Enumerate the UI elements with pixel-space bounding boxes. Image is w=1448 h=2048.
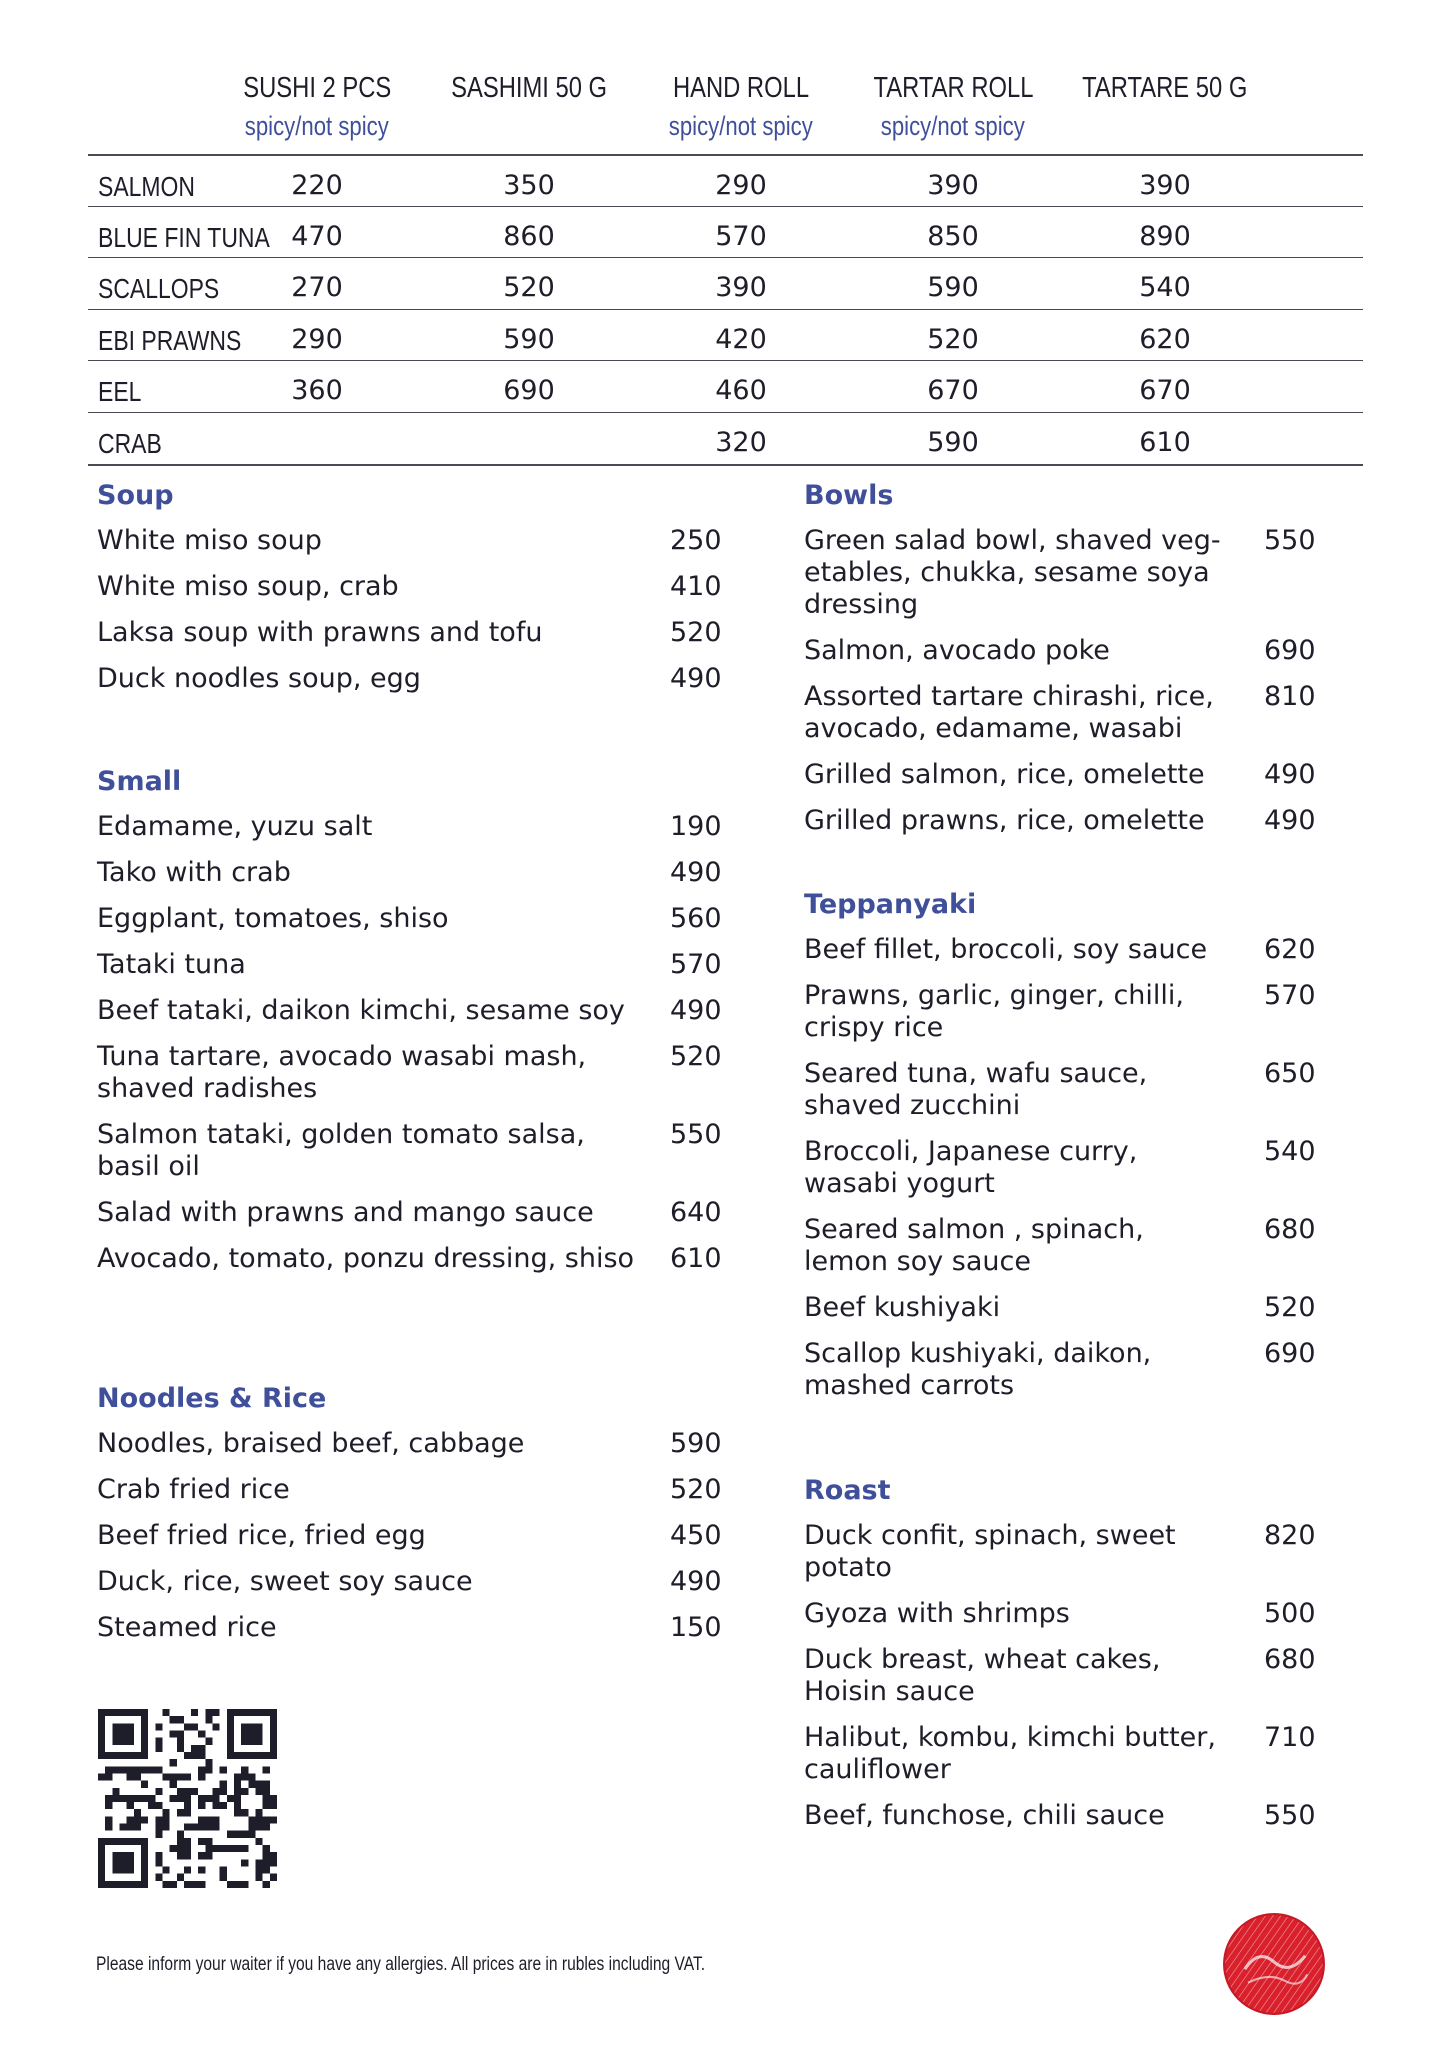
menu-item-name: Broccoli, Japanese curry, wasabi yogurt: [804, 1136, 1138, 1199]
noodles-rice-section: [97, 1383, 737, 1658]
menu-item: [804, 980, 1364, 1044]
teppanyaki-section-title: Teppanyaki: [804, 889, 977, 920]
menu-item-name: Beef kushiyaki: [804, 1292, 1001, 1323]
menu-item-name: Salad with prawns and mango sauce: [97, 1197, 594, 1228]
noodles-rice-section-title: Noodles & Rice: [97, 1383, 327, 1414]
table-row: [88, 257, 1363, 309]
price-cell: 390: [715, 272, 767, 303]
menu-item: [804, 805, 1364, 837]
menu-item-price: 490: [1264, 805, 1316, 836]
menu-item: [804, 1598, 1364, 1630]
menu-item-name: Laksa soup with prawns and tofu: [97, 617, 543, 648]
menu-item-name: Salmon, avocado poke: [804, 635, 1110, 666]
table-column-header: [847, 70, 1059, 142]
menu-item-price: 490: [670, 1566, 722, 1597]
column-subtitle-text: spicy/not spicy: [245, 111, 389, 141]
menu-item: [97, 1520, 737, 1552]
price-cell: 350: [503, 170, 555, 201]
row-name-text: EEL: [98, 376, 142, 407]
menu-item-name: Eggplant, tomatoes, shiso: [97, 903, 449, 934]
menu-item-price: 520: [670, 1474, 722, 1505]
menu-item-name: Beef fillet, broccoli, soy sauce: [804, 934, 1208, 965]
menu-item-price: 690: [1264, 1338, 1316, 1369]
menu-item-price: 560: [670, 903, 722, 934]
column-name: [635, 70, 847, 105]
price-cell: 290: [715, 170, 767, 201]
menu-item: [97, 525, 737, 557]
price-cell: 520: [927, 323, 979, 355]
menu-item-price: 640: [670, 1197, 722, 1228]
menu-item: [97, 995, 737, 1027]
menu-item-name: Tako with crab: [97, 857, 291, 888]
menu-item-price: 680: [1264, 1214, 1316, 1245]
menu-item: [804, 1214, 1364, 1278]
price-cell: 470: [291, 220, 343, 252]
menu-item-price: 520: [1264, 1292, 1316, 1323]
row-name-text: SCALLOPS: [98, 273, 220, 304]
small-section-title: Small: [97, 766, 182, 797]
price-cell: 360: [291, 375, 343, 406]
menu-item: [97, 1566, 737, 1598]
menu-item-name: Duck breast, wheat cakes, Hoisin sauce: [804, 1644, 1161, 1707]
row-name: [98, 170, 216, 203]
bowls-section-title: Bowls: [804, 480, 894, 511]
column-name-text: HAND ROLL: [672, 72, 810, 104]
price-cell: 390: [1139, 170, 1191, 201]
menu-item-price: 490: [670, 663, 722, 694]
price-cell: 590: [927, 426, 979, 458]
menu-item: [804, 1800, 1364, 1832]
menu-item-price: 810: [1264, 681, 1316, 712]
table-column-header: [635, 70, 847, 142]
menu-item: [97, 571, 737, 603]
menu-item: [804, 1292, 1364, 1324]
menu-item-price: 250: [670, 525, 722, 556]
price-cell: 540: [1139, 272, 1191, 303]
menu-item-price: 500: [1264, 1598, 1316, 1629]
menu-item: [804, 1644, 1364, 1708]
soup-section: [97, 480, 737, 709]
column-name-text: SUSHI 2 PCS: [242, 72, 392, 104]
price-cell: 570: [715, 220, 767, 252]
menu-item-name: Prawns, garlic, ginger, chilli, crispy rice: [804, 980, 1184, 1043]
row-name-text: EBI PRAWNS: [98, 324, 242, 356]
qr-code-icon: [98, 1709, 277, 1888]
menu-item-price: 540: [1264, 1136, 1316, 1167]
menu-item-name: Green salad bowl, shaved veg-etables, chukka, sesame soya dressing: [804, 525, 1221, 620]
menu-item-price: 550: [1264, 525, 1316, 556]
menu-item-price: 590: [670, 1428, 722, 1459]
footer-note-text: Please inform your waiter if you have any allergies. All prices are in rubles including VAT.: [96, 1954, 706, 1975]
column-subtitle: [211, 111, 423, 142]
price-cell: 670: [1139, 375, 1191, 406]
menu-item: [804, 681, 1364, 745]
row-name-text: CRAB: [98, 427, 162, 459]
menu-item-name: Grilled prawns, rice, omelette: [804, 805, 1205, 836]
menu-item-name: Beef fried rice, fried egg: [97, 1520, 426, 1551]
menu-item: [97, 663, 737, 695]
column-subtitle-text: spicy/not spicy: [669, 111, 813, 141]
price-cell: 520: [503, 272, 555, 303]
price-cell: 460: [715, 375, 767, 406]
menu-item-name: Noodles, braised beef, cabbage: [97, 1428, 525, 1459]
menu-item: [804, 1136, 1364, 1200]
menu-item-name: Grilled salmon, rice, omelette: [804, 759, 1205, 790]
table-row: [88, 309, 1363, 361]
table-row: [88, 412, 1363, 466]
menu-item-name: Avocado, tomato, ponzu dressing, shiso: [97, 1243, 635, 1274]
menu-item-price: 690: [1264, 635, 1316, 666]
price-cell: 860: [503, 220, 555, 252]
price-cell: 590: [503, 323, 555, 355]
table-row: [88, 154, 1363, 207]
column-subtitle: [635, 111, 847, 142]
menu-item-name: Beef, funchose, chili sauce: [804, 1800, 1165, 1831]
menu-item: [97, 1041, 737, 1105]
menu-item-price: 680: [1264, 1644, 1316, 1675]
column-name-text: TARTARE 50 G: [1082, 72, 1248, 104]
row-name: [98, 427, 176, 460]
menu-item-price: 610: [670, 1243, 722, 1274]
price-cell: 220: [291, 170, 343, 201]
column-name: [423, 70, 635, 105]
soup-section-title: Soup: [97, 480, 174, 511]
column-name: [211, 70, 423, 105]
menu-item-price: 570: [1264, 980, 1316, 1011]
menu-item: [804, 1338, 1364, 1402]
menu-item: [804, 525, 1364, 621]
menu-item: [97, 1119, 737, 1183]
row-name: [98, 375, 151, 408]
menu-item-name: Steamed rice: [97, 1612, 277, 1643]
restaurant-seal-logo-icon: [1222, 1912, 1326, 2016]
table-column-header: [423, 70, 635, 105]
menu-item: [97, 1197, 737, 1229]
menu-item-name: Tuna tartare, avocado wasabi mash, shaved radishes: [97, 1041, 587, 1104]
menu-item-price: 550: [670, 1119, 722, 1150]
menu-item-name: Crab fried rice: [97, 1474, 290, 1505]
menu-item: [97, 903, 737, 935]
menu-item-name: Halibut, kombu, kimchi butter, cauliflower: [804, 1722, 1216, 1785]
table-column-header: [211, 70, 423, 142]
menu-item-price: 820: [1264, 1520, 1316, 1551]
menu-item: [804, 1058, 1364, 1122]
menu-item-price: 620: [1264, 934, 1316, 965]
row-name-text: SALMON: [98, 171, 195, 202]
menu-item-price: 570: [670, 949, 722, 980]
price-cell: 420: [715, 323, 767, 355]
column-name: [1059, 70, 1271, 105]
menu-item-name: White miso soup: [97, 525, 322, 556]
menu-item: [804, 635, 1364, 667]
row-name-text: BLUE FIN TUNA: [98, 221, 270, 253]
menu-item-name: Duck confit, spinach, sweet potato: [804, 1520, 1176, 1583]
bowls-section: [804, 480, 1364, 851]
menu-item-name: Scallop kushiyaki, daikon, mashed carrots: [804, 1338, 1152, 1401]
table-row: [88, 206, 1363, 258]
allergy-footer-note: [96, 1953, 839, 1976]
menu-item-name: Duck, rice, sweet soy sauce: [97, 1566, 473, 1597]
menu-item-price: 520: [670, 1041, 722, 1072]
menu-item-price: 150: [670, 1612, 722, 1643]
roast-section-title: Roast: [804, 1475, 891, 1506]
price-cell: 320: [715, 426, 767, 458]
menu-item: [97, 617, 737, 649]
menu-item: [804, 759, 1364, 791]
menu-item: [97, 857, 737, 889]
menu-item-name: Edamame, yuzu salt: [97, 811, 373, 842]
menu-item-price: 710: [1264, 1722, 1316, 1753]
menu-item-price: 650: [1264, 1058, 1316, 1089]
menu-item-price: 550: [1264, 1800, 1316, 1831]
column-subtitle-text: spicy/not spicy: [881, 111, 1025, 141]
price-cell: 850: [927, 220, 979, 252]
menu-item-name: Duck noodles soup, egg: [97, 663, 421, 694]
menu-item-price: 490: [670, 995, 722, 1026]
menu-item: [97, 811, 737, 843]
menu-item: [97, 949, 737, 981]
menu-item: [97, 1612, 737, 1644]
menu-item-price: 190: [670, 811, 722, 842]
column-name-text: SASHIMI 50 G: [451, 72, 607, 104]
table-column-header: [1059, 70, 1271, 105]
price-cell: 620: [1139, 323, 1191, 355]
teppanyaki-section: [804, 889, 1364, 1416]
column-name-text: TARTAR ROLL: [873, 72, 1033, 104]
menu-item-price: 410: [670, 571, 722, 602]
menu-item: [804, 934, 1364, 966]
menu-item-name: White miso soup, crab: [97, 571, 399, 602]
menu-item-name: Gyoza with shrimps: [804, 1598, 1070, 1629]
small-section: [97, 766, 737, 1289]
menu-item-name: Seared tuna, wafu sauce, shaved zucchini: [804, 1058, 1148, 1121]
menu-item-price: 520: [670, 617, 722, 648]
menu-item-price: 450: [670, 1520, 722, 1551]
price-cell: 610: [1139, 426, 1191, 458]
column-subtitle: [847, 111, 1059, 142]
price-cell: 590: [927, 272, 979, 303]
price-cell: 290: [291, 323, 343, 355]
menu-item: [97, 1243, 737, 1275]
menu-item-price: 490: [670, 857, 722, 888]
menu-item-name: Assorted tartare chirashi, rice, avocado, edamame, wasabi: [804, 681, 1214, 744]
menu-item: [97, 1428, 737, 1460]
price-cell: 890: [1139, 220, 1191, 252]
menu-item: [804, 1520, 1364, 1584]
price-cell: 390: [927, 170, 979, 201]
menu-item-name: Beef tataki, daikon kimchi, sesame soy: [97, 995, 625, 1026]
roast-section: [804, 1475, 1364, 1846]
menu-item: [97, 1474, 737, 1506]
menu-item-price: 490: [1264, 759, 1316, 790]
price-cell: 670: [927, 375, 979, 406]
menu-item: [804, 1722, 1364, 1786]
column-name: [847, 70, 1059, 105]
price-cell: 270: [291, 272, 343, 303]
table-row: [88, 360, 1363, 412]
menu-item-name: Salmon tataki, golden tomato salsa, basil oil: [97, 1119, 585, 1182]
menu-item-name: Tataki tuna: [97, 949, 246, 980]
price-cell: 690: [503, 375, 555, 406]
menu-item-name: Seared salmon , spinach, lemon soy sauce: [804, 1214, 1144, 1277]
